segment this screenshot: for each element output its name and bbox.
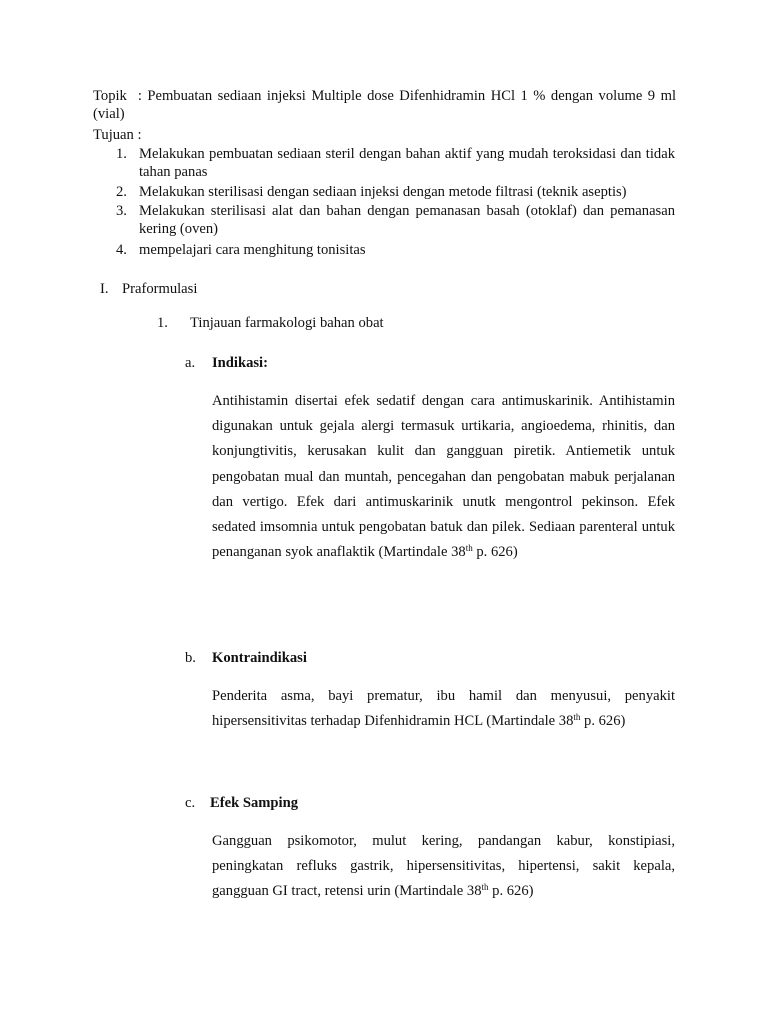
section-title: Praformulasi <box>122 281 198 297</box>
topic-line <box>93 88 676 123</box>
purpose-label: Tujuan : <box>93 127 142 143</box>
item-letter-b: b. <box>185 650 196 666</box>
item-letter-a: a. <box>185 355 196 371</box>
kontraindikasi-text: Penderita asma, bayi prematur, ibu hamil dan menyusui, penyakit hipersensitivitas terhadap Difenhidramin HCL (Martindale 38 <box>212 688 675 730</box>
paragraph-indikasi <box>212 389 675 565</box>
efek-samping-tail: p. 626) <box>488 883 534 900</box>
heading-kontraindikasi: Kontraindikasi <box>212 650 307 666</box>
list-item: mempelajari cara menghitung tonisitas <box>139 242 366 258</box>
topic-text: : Pembuatan sediaan injeksi Multiple dose Difenhidramin HCl 1 % dengan volume 9 ml (vial) <box>93 88 676 122</box>
section-number: I. <box>100 281 109 297</box>
heading-efek-samping: Efek Samping <box>210 795 298 811</box>
indikasi-tail: p. 626) <box>472 544 518 561</box>
subsection-number: 1. <box>157 315 168 331</box>
list-item-num: 4. <box>116 242 127 258</box>
list-item: Melakukan pembuatan sediaan steril dengan bahan aktif yang mudah teroksidasi dan tidak tahan panas <box>139 146 675 180</box>
list-item: Melakukan sterilisasi dengan sediaan injeksi dengan metode filtrasi (teknik aseptis) <box>139 184 627 200</box>
list-item-num: 3. <box>116 203 127 219</box>
indikasi-sup: th <box>465 543 473 554</box>
heading-indikasi: Indikasi: <box>212 355 268 371</box>
list-item: Melakukan sterilisasi alat dan bahan dengan pemanasan basah (otoklaf) dan pemanasan kering (oven) <box>139 203 675 237</box>
paragraph-efek-samping <box>212 829 675 905</box>
indikasi-text: Antihistamin disertai efek sedatif dengan cara antimuskarinik. Antihistamin digunakan untuk gejala alergi termasuk urtikaria, angioedema, rhinitis, dan konjungtivitis, kerusakan kulit dan gangguan piretik. Antiemetik untuk pengobatan mual dan muntah, pencegahan dan pengobatan mabuk perjalanan dan vertigo. Efek dari antimuskarinik unutk mengontrol pekinson. Efek sedated imsomnia untuk pengobatan batuk dan pilek. Sediaan parenteral untuk penanganan syok anaflaktik (Martindale 38 <box>212 393 675 561</box>
subsection-title: Tinjauan farmakologi bahan obat <box>190 315 384 331</box>
kontraindikasi-sup: th <box>573 712 581 723</box>
topic-label: Topik <box>93 88 127 104</box>
kontraindikasi-tail: p. 626) <box>580 713 626 730</box>
efek-samping-sup: th <box>481 882 489 893</box>
list-item-num: 2. <box>116 184 127 200</box>
item-letter-c: c. <box>185 795 196 811</box>
list-item-num: 1. <box>116 146 127 162</box>
efek-samping-text: Gangguan psikomotor, mulut kering, pandangan kabur, konstipiasi, peningkatan refluks gastrik, hipersensitivitas, hipertensi, sakit kepala, gangguan GI tract, retensi urin (Martindale 38 <box>212 833 675 900</box>
paragraph-kontraindikasi <box>212 684 675 734</box>
